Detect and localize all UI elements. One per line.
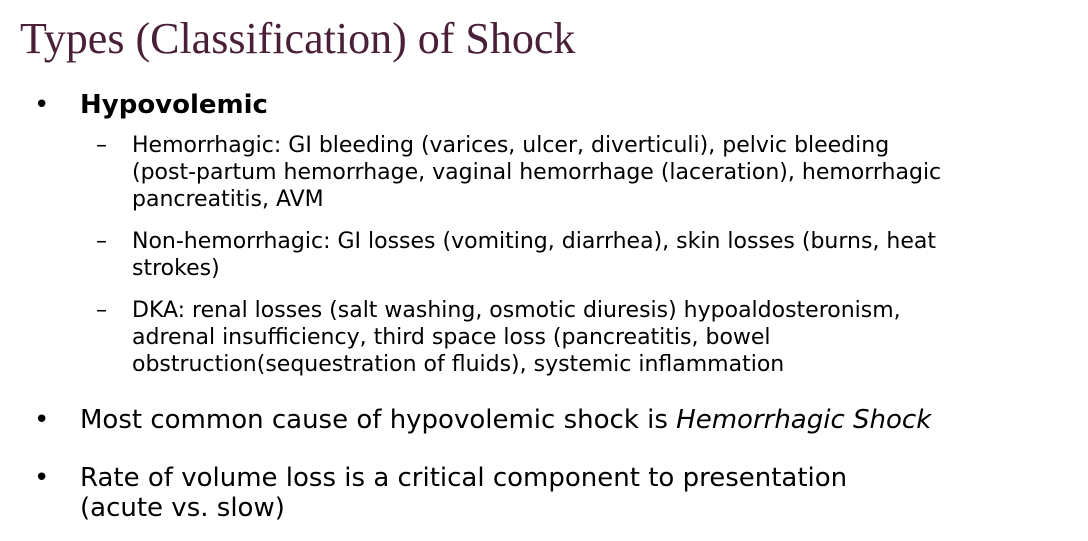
slide-title: Types (Classification) of Shock — [20, 14, 576, 63]
subitem-line: obstruction(sequestration of fluids), systemic inflammation — [132, 352, 785, 377]
subitem-line: Hemorrhagic: GI bleeding (varices, ulcer, diverticuli), pelvic bleeding — [132, 133, 890, 158]
bullet-marker: • — [34, 463, 50, 493]
subitem-dash: – — [96, 133, 107, 158]
subitem-line: (post-partum hemorrhage, vaginal hemorrhage (laceration), hemorrhagic — [132, 160, 942, 185]
subitem-dash: – — [96, 298, 107, 323]
bullet-line: (acute vs. slow) — [80, 493, 285, 523]
subitem-line: DKA: renal losses (salt washing, osmotic diuresis) hypoaldosteronism, — [132, 298, 901, 323]
subitem-non-hemorrhagic-text — [132, 228, 1082, 282]
bullet-marker: • — [34, 405, 50, 435]
subitem-line: strokes) — [132, 256, 220, 281]
bullet-rate-of-volume-loss-text — [80, 463, 847, 523]
subitem-dka-text — [132, 297, 1082, 378]
subitem-hemorrhagic-text — [132, 132, 1082, 213]
subitem-line: Non-hemorrhagic: GI losses (vomiting, diarrhea), skin losses (burns, heat — [132, 229, 937, 254]
bullet-text-prefix: Most common cause of hypovolemic shock is — [80, 405, 677, 435]
bullet-most-common-cause-text — [80, 405, 931, 435]
subitem-line: pancreatitis, AVM — [132, 187, 324, 212]
bullet-line: Rate of volume loss is a critical component to presentation — [80, 463, 848, 493]
subitem-line: adrenal insufficiency, third space loss (pancreatitis, bowel — [132, 325, 771, 350]
subitem-dash: – — [96, 229, 107, 254]
bullet-heading-hypovolemic: Hypovolemic — [80, 90, 268, 120]
bullet-marker: • — [34, 90, 50, 120]
bullet-text-emphasis: Hemorrhagic Shock — [676, 405, 932, 435]
